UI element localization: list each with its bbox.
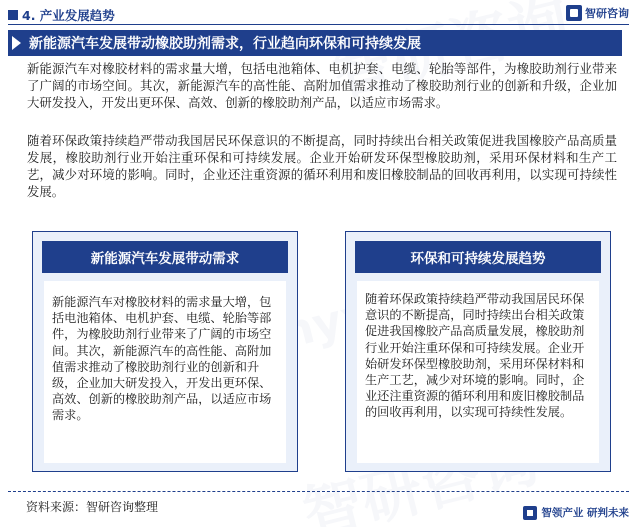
card-body: 新能源汽车对橡胶材料的需求量大增，包括电池箱体、电机护套、电缆、轮胎等部件，为橡胶助剂行业带来了广阔的市场空间。其次，新能源汽车的高性能、高附加值需求推动了橡胶助剂行业的创新和升级，企业加大研发投入，开发出更环保、高效、创新的橡胶助剂产品，以适应市场需求。 <box>44 281 286 463</box>
banner-title: 新能源汽车发展带动橡胶助剂需求，行业趋向环保和可持续发展 <box>29 36 421 52</box>
intro-paragraph-2: 随着环保政策持续趋严带动我国居民环保意识的不断提高，同时持续出台相关政策促进我国橡胶产品高质量发展，橡胶助剂行业开始注重环保和可持续发展。企业开始研发环保型橡胶助剂，采用环保材料和生产工艺，减少对环境的影响。同时，企业还注重资源的循环利用和废旧橡胶制品的回收再利用，以实现可持续性发展。 <box>27 133 617 199</box>
footer-divider <box>8 491 629 492</box>
brand-logo <box>566 5 629 21</box>
brand-name: 智研咨询 <box>585 7 629 20</box>
section-title: 4. 产业发展趋势 <box>22 8 115 23</box>
section-header <box>8 6 115 24</box>
brand-icon <box>523 506 537 520</box>
footer-brand <box>523 505 629 520</box>
topic-banner <box>8 30 622 56</box>
chevron-right-icon <box>12 36 21 50</box>
source-note: 资料来源：智研咨询整理 <box>26 500 159 514</box>
card-ev-demand <box>32 231 298 472</box>
brand-slogan: 智领产业 研判未来 <box>541 507 629 519</box>
card-title: 环保和可持续发展趋势 <box>355 241 601 273</box>
square-bullet-icon <box>8 10 18 20</box>
card-title: 新能源汽车发展带动需求 <box>42 241 288 273</box>
brand-icon <box>566 5 582 21</box>
header-divider <box>8 24 629 25</box>
intro-paragraph-1: 新能源汽车对橡胶材料的需求量大增，包括电池箱体、电机护套、电缆、轮胎等部件，为橡胶助剂行业带来了广阔的市场空间。其次，新能源汽车的高性能、高附加值需求推动了橡胶助剂行业的创新和升级，企业加大研发投入，开发出更环保、高效、创新的橡胶助剂产品，以适应市场需求。 <box>27 61 617 110</box>
card-sustainability <box>345 231 611 472</box>
card-body: 随着环保政策持续趋严带动我国居民环保意识的不断提高，同时持续出台相关政策促进我国橡胶产品高质量发展，橡胶助剂行业开始注重环保和可持续发展。企业开始研发环保型橡胶助剂，采用环保材料和生产工艺，减少对环境的影响。同时，企业还注重资源的循环利用和废旧橡胶制品的回收再利用，以实现可持续性发展。 <box>357 281 599 463</box>
